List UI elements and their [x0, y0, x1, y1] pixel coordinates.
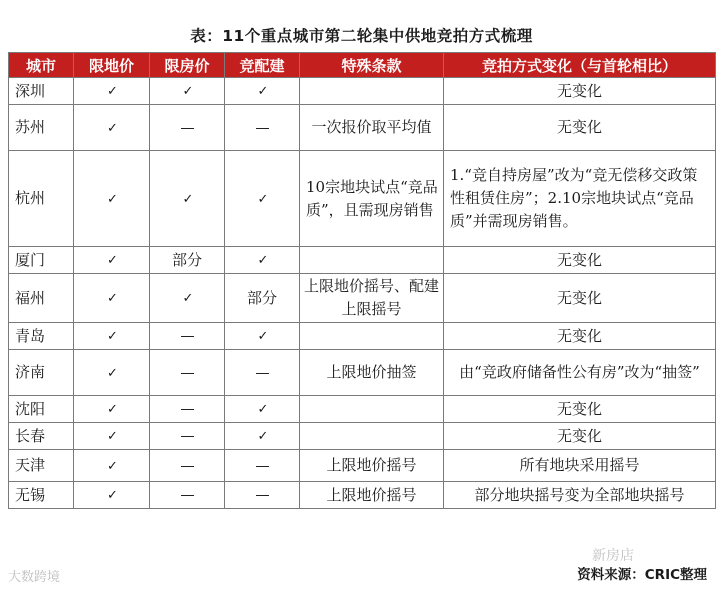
check-icon: ✓: [182, 84, 192, 99]
house-cell: [150, 78, 225, 105]
house-cell: [150, 482, 225, 509]
check-icon: ✓: [107, 365, 116, 381]
check-icon: ✓: [182, 291, 192, 306]
city-cell: 沈阳: [9, 396, 74, 423]
build-cell: [225, 247, 300, 274]
table-row: [9, 78, 716, 105]
change-cell: 所有地块采用摇号: [444, 450, 716, 482]
special-terms-cell: [300, 423, 444, 450]
table-row: [9, 274, 716, 323]
check-icon: ✓: [107, 458, 116, 474]
house-cell: [150, 396, 225, 423]
build-cell: [225, 482, 300, 509]
dash-icon: [181, 336, 194, 337]
watermark-right: 新房店: [592, 548, 634, 564]
source-note: 资料来源：CRIC整理: [577, 567, 707, 583]
house-cell: [150, 350, 225, 396]
city-cell: 天津: [9, 450, 74, 482]
check-icon: ✓: [182, 191, 192, 207]
change-cell: 无变化: [444, 78, 716, 105]
check-icon: ✓: [107, 291, 116, 306]
dash-icon: [256, 373, 269, 374]
special-terms-cell: 上限地价摇号: [300, 482, 444, 509]
dash-icon: [181, 373, 194, 374]
dash-icon: [256, 128, 269, 129]
check-icon: ✓: [107, 402, 116, 417]
column-header: 竞拍方式变化（与首轮相比）: [444, 53, 716, 78]
dash-icon: [256, 466, 269, 467]
land-cell: [74, 350, 150, 396]
land-cell: [74, 450, 150, 482]
check-icon: ✓: [257, 191, 267, 207]
dash-icon: [181, 436, 194, 437]
land-cell: [74, 323, 150, 350]
build-cell: [225, 151, 300, 247]
land-cell: [74, 151, 150, 247]
house-cell: [150, 274, 225, 323]
city-cell: 深圳: [9, 78, 74, 105]
column-header: 特殊条款: [300, 53, 444, 78]
build-cell: [225, 323, 300, 350]
land-cell: [74, 105, 150, 151]
table-row: [9, 396, 716, 423]
house-cell: [150, 450, 225, 482]
city-cell: 无锡: [9, 482, 74, 509]
check-icon: ✓: [107, 191, 116, 207]
house-cell: 部分: [150, 247, 225, 274]
column-header: 限地价: [74, 53, 150, 78]
land-auction-table: [8, 52, 716, 509]
table-row: [9, 105, 716, 151]
check-icon: ✓: [107, 488, 116, 503]
dash-icon: [181, 466, 194, 467]
table-header-row: [9, 53, 716, 78]
dash-icon: [181, 128, 194, 129]
city-cell: 杭州: [9, 151, 74, 247]
check-icon: ✓: [107, 429, 116, 444]
check-icon: ✓: [107, 329, 116, 344]
change-cell: 1.“竞自持房屋”改为“竞无偿移交政策性租赁住房”；2.10宗地块试点“竞品质”并需现房销售。: [444, 151, 716, 247]
column-header: 限房价: [150, 53, 225, 78]
build-cell: [225, 78, 300, 105]
build-cell: [225, 396, 300, 423]
dash-icon: [256, 495, 269, 496]
special-terms-cell: 上限地价抽签: [300, 350, 444, 396]
land-cell: [74, 482, 150, 509]
table-row: [9, 350, 716, 396]
dash-icon: [181, 409, 194, 410]
change-cell: 无变化: [444, 423, 716, 450]
city-cell: 苏州: [9, 105, 74, 151]
special-terms-cell: [300, 247, 444, 274]
land-cell: [74, 423, 150, 450]
table-row: [9, 151, 716, 247]
build-cell: [225, 350, 300, 396]
table-row: [9, 450, 716, 482]
special-terms-cell: [300, 396, 444, 423]
house-cell: [150, 105, 225, 151]
check-icon: ✓: [107, 253, 116, 268]
check-icon: ✓: [257, 402, 267, 417]
table-body: [9, 78, 716, 509]
special-terms-cell: 一次报价取平均值: [300, 105, 444, 151]
change-cell: 由“竞政府储备性公有房”改为“抽签”: [444, 350, 716, 396]
special-terms-cell: [300, 78, 444, 105]
check-icon: ✓: [257, 84, 267, 99]
change-cell: 无变化: [444, 274, 716, 323]
land-cell: [74, 274, 150, 323]
city-cell: 青岛: [9, 323, 74, 350]
change-cell: 无变化: [444, 396, 716, 423]
build-cell: [225, 105, 300, 151]
land-cell: [74, 78, 150, 105]
change-cell: 无变化: [444, 323, 716, 350]
house-cell: [150, 423, 225, 450]
table-row: [9, 482, 716, 509]
city-cell: 济南: [9, 350, 74, 396]
special-terms-cell: 10宗地块试点“竞品质”，且需现房销售: [300, 151, 444, 247]
build-cell: 部分: [225, 274, 300, 323]
build-cell: [225, 450, 300, 482]
land-cell: [74, 396, 150, 423]
check-icon: ✓: [257, 253, 267, 268]
check-icon: ✓: [107, 120, 116, 136]
dash-icon: [181, 495, 194, 496]
city-cell: 福州: [9, 274, 74, 323]
column-header: 城市: [9, 53, 74, 78]
table-row: [9, 247, 716, 274]
watermark-bottom-left: 大数跨境: [8, 570, 61, 585]
table-row: [9, 423, 716, 450]
build-cell: [225, 423, 300, 450]
city-cell: 长春: [9, 423, 74, 450]
special-terms-cell: 上限地价摇号、配建上限摇号: [300, 274, 444, 323]
column-header: 竞配建: [225, 53, 300, 78]
change-cell: 部分地块摇号变为全部地块摇号: [444, 482, 716, 509]
check-icon: ✓: [107, 84, 116, 99]
check-icon: ✓: [257, 329, 267, 344]
land-cell: [74, 247, 150, 274]
special-terms-cell: 上限地价摇号: [300, 450, 444, 482]
special-terms-cell: [300, 323, 444, 350]
house-cell: [150, 323, 225, 350]
table-row: [9, 323, 716, 350]
table-title: 表：11个重点城市第二轮集中供地竞拍方式梳理: [190, 27, 533, 45]
check-icon: ✓: [257, 429, 267, 444]
change-cell: 无变化: [444, 105, 716, 151]
house-cell: [150, 151, 225, 247]
change-cell: 无变化: [444, 247, 716, 274]
city-cell: 厦门: [9, 247, 74, 274]
